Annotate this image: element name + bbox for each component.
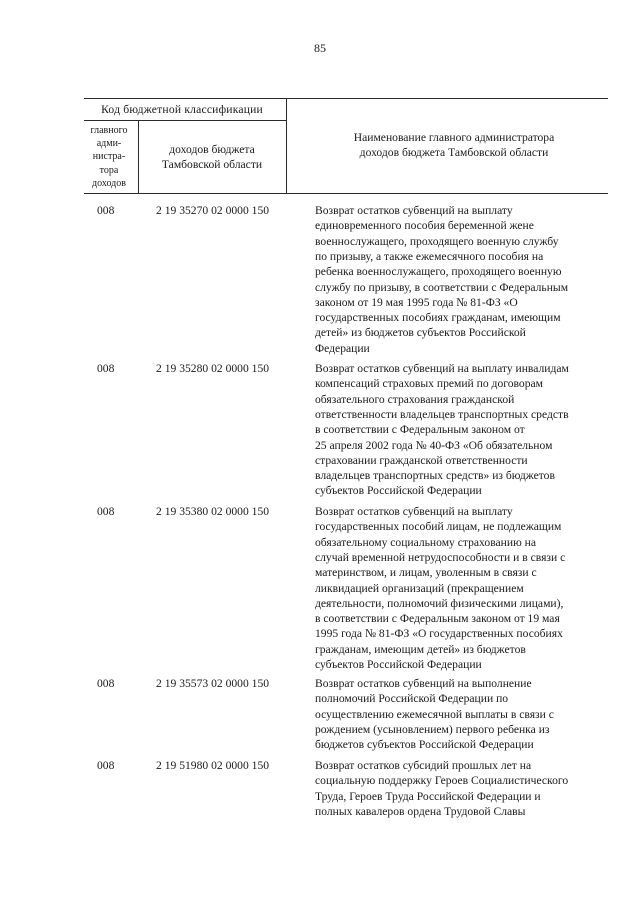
income-header-line: доходов бюджета <box>169 143 255 156</box>
admin-code: 008 <box>97 505 115 518</box>
description-line: Возврат остатков субвенций на выполнение <box>315 677 532 690</box>
description-line: 25 апреля 2002 года № 40-ФЗ «Об обязательном <box>315 438 553 452</box>
budget-code: 2 19 51980 02 0000 150 <box>156 759 270 772</box>
description-line: военнослужащего, проходящего военную службу <box>315 234 559 248</box>
description-line: ребенка военнослужащего, проходящего военную <box>315 265 562 279</box>
description-line: страховании гражданской ответственности <box>315 453 528 467</box>
description-line: Возврат остатков субвенций на выплату инвалидам <box>315 362 569 375</box>
admin-code: 008 <box>97 204 115 217</box>
income-header-line: Тамбовской области <box>161 158 263 172</box>
description-line: в соответствии с Федеральным законом от 19 мая <box>315 612 560 626</box>
budget-code: 2 19 35380 02 0000 150 <box>156 505 270 518</box>
table-top-rule <box>84 98 608 99</box>
description-line: государственных пособиях гражданам, имеющим <box>315 311 561 325</box>
description-line: гражданам, имеющим детей» из бюджетов <box>315 642 526 656</box>
description-line: деятельности, полномочий физическими лицами), <box>315 596 564 610</box>
name-header-line: Наименование главного администратора <box>353 131 555 144</box>
budget-code: 2 19 35573 02 0000 150 <box>156 677 270 690</box>
classification-header: Код бюджетной классификации <box>101 103 263 116</box>
income-column-header <box>140 142 284 173</box>
description-line: осуществлению ежемесячной выплаты в связи с <box>315 707 554 721</box>
budget-code: 2 19 35270 02 0000 150 <box>156 204 270 217</box>
description-line: в соответствии с Федеральным законом от <box>315 423 525 437</box>
description-line: Возврат остатков субсидий прошлых лет на <box>315 759 532 772</box>
description-line: детей» из бюджетов субъектов Российской <box>315 326 526 340</box>
description-line: владельцев транспортных средств» из бюджетов <box>315 469 555 483</box>
admin-header-line: адми- <box>96 138 122 150</box>
admin-code: 008 <box>97 677 115 690</box>
admin-header-line: нистра- <box>92 151 126 163</box>
name-column-divider <box>286 98 287 193</box>
description-line: службу по призыву, в соответствии с Федеральным <box>315 280 569 294</box>
description-line: по призыву, а также ежемесячного пособия на <box>315 249 544 263</box>
description-line: полномочий Российской Федерации по <box>315 692 509 706</box>
description-line: ответственности владельцев транспортных средств <box>315 407 569 421</box>
description-line: ликвидацией организаций (прекращением <box>315 581 524 595</box>
description-line: Возврат остатков субвенций на выплату <box>315 204 513 217</box>
description-line: рождением (усыновлением) первого ребенка из <box>315 722 550 736</box>
admin-header-line: тора <box>99 164 119 176</box>
name-header-line: доходов бюджета Тамбовской области <box>359 146 549 160</box>
admin-code: 008 <box>97 362 115 375</box>
budget-code: 2 19 35280 02 0000 150 <box>156 362 270 375</box>
description-line: 1995 года № 81-ФЗ «О государственных пособиях <box>315 627 563 641</box>
description-line: обязательному социальному страхованию на <box>315 535 536 549</box>
description-line: Возврат остатков субвенций на выплату <box>315 505 513 518</box>
admin-code: 008 <box>97 759 115 772</box>
admin-column-divider <box>138 120 139 193</box>
page-number: 85 <box>314 41 326 55</box>
description-line: законом от 19 мая 1995 года № 81-ФЗ «О <box>315 295 518 309</box>
description-line: Федерации <box>315 341 370 355</box>
description-line: субъектов Российской Федерации <box>315 484 482 498</box>
admin-header-line: доходов <box>92 177 126 189</box>
admin-header-line: главного <box>90 125 128 136</box>
description-line: случай временной нетрудоспособности и в связи с <box>315 550 566 564</box>
description-line: материнством, и лицам, уволенным в связи с <box>315 566 537 580</box>
description-line: государственных пособий лицам, не подлежащим <box>315 520 562 534</box>
description-line: субъектов Российской Федерации <box>315 658 482 671</box>
admin-column-header <box>84 124 134 190</box>
description-line: Труда, Героев Труда Российской Федерации и <box>315 789 541 803</box>
description-line: полных кавалеров ордена Трудовой Славы <box>315 804 526 818</box>
header-bottom-rule <box>84 193 608 194</box>
description-line: социальную поддержку Героев Социалистического <box>315 774 569 788</box>
description-line: бюджетов субъектов Российской Федерации <box>315 738 534 752</box>
classification-underline <box>84 120 286 121</box>
description-line: компенсаций страховых премий по договорам <box>315 377 543 391</box>
description-line: обязательного страхования гражданской <box>315 392 515 406</box>
description-line: единовременного пособия беременной жене <box>315 219 534 233</box>
name-column-header <box>292 130 616 161</box>
